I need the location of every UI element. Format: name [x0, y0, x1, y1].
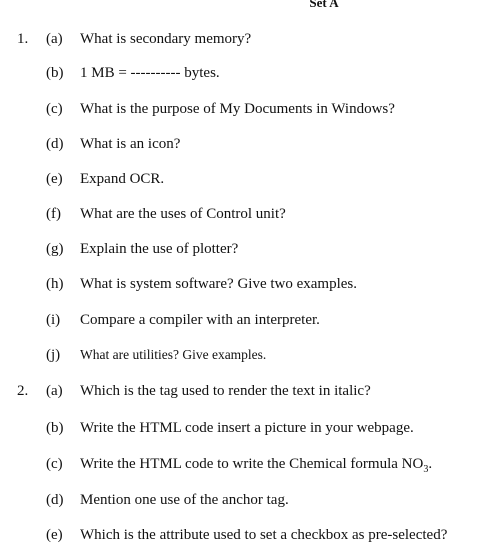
part-text: Expand OCR. [80, 171, 165, 187]
question-number: 1. [17, 31, 29, 47]
part-text: What is secondary memory? [80, 31, 252, 47]
part-text: 1 MB = ---------- bytes. [80, 65, 220, 81]
question-2e [0, 524, 498, 546]
part-text: What is the purpose of My Documents in Windows? [80, 101, 395, 117]
part-label: (d) [46, 136, 64, 152]
question-1j [0, 344, 498, 366]
question-2c [0, 453, 498, 475]
part-text: What are the uses of Control unit? [80, 206, 286, 222]
part-text-main: Write the HTML code to write the Chemical formula NO [80, 456, 424, 472]
question-1g [0, 238, 498, 260]
part-label: (f) [46, 206, 61, 222]
part-label: (a) [46, 31, 63, 47]
part-label: (i) [46, 312, 61, 328]
part-label: (d) [46, 492, 64, 508]
question-1i [0, 309, 498, 331]
part-text: Which is the tag used to render the text in italic? [80, 383, 371, 399]
part-label: (g) [46, 241, 64, 257]
part-label: (j) [46, 347, 61, 363]
part-text: Explain the use of plotter? [80, 241, 239, 257]
question-2a [0, 380, 498, 402]
part-text: Write the HTML code insert a picture in your webpage. [80, 420, 414, 436]
part-text: Which is the attribute used to set a checkbox as pre-selected? [80, 527, 448, 543]
question-1a [0, 28, 498, 50]
part-text: What is an icon? [80, 136, 181, 152]
formula-subscript: 3 [423, 464, 429, 475]
part-text: What is system software? Give two examples. [80, 276, 358, 292]
part-label: (h) [46, 276, 64, 292]
question-1d [0, 133, 498, 155]
question-1e [0, 168, 498, 190]
question-1c [0, 98, 498, 120]
question-2b [0, 417, 498, 439]
part-text-end: . [428, 456, 433, 472]
set-title: Set A [309, 0, 339, 10]
part-label: (b) [46, 65, 64, 81]
part-text [80, 453, 432, 475]
part-label: (a) [46, 383, 63, 399]
part-label: (e) [46, 171, 63, 187]
part-label: (c) [46, 101, 63, 117]
part-text: Compare a compiler with an interpreter. [80, 312, 320, 328]
part-label: (b) [46, 420, 64, 436]
part-text: Mention one use of the anchor tag. [80, 492, 289, 508]
part-label: (c) [46, 456, 63, 472]
question-2d [0, 489, 498, 511]
part-text: What are utilities? Give examples. [80, 347, 267, 362]
question-number: 2. [17, 383, 29, 399]
question-1h [0, 273, 498, 295]
part-label: (e) [46, 527, 63, 543]
question-1b [0, 62, 498, 84]
question-1f [0, 203, 498, 225]
